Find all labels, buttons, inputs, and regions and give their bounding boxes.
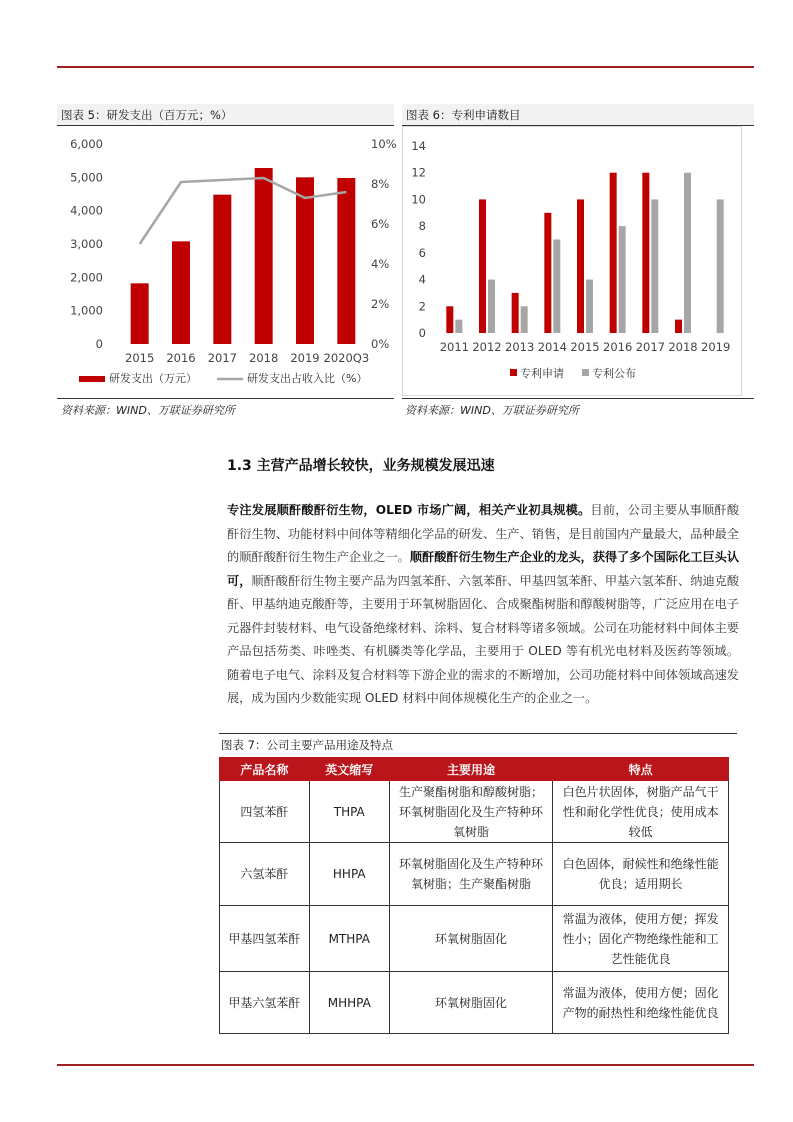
cell-feature: 常温为液体，使用方便；挥发性小；固化产物绝缘性能和工艺性能优良 — [553, 906, 729, 972]
y-axis-tick: 0 — [418, 326, 426, 340]
bar-patent-publish — [619, 226, 626, 333]
bar-rd-expense — [296, 177, 314, 344]
cell-name: 甲基六氢苯酐 — [220, 972, 310, 1034]
cell-feature: 白色固体，耐候性和绝缘性能优良；适用期长 — [553, 843, 729, 906]
cell-abbr: MHHPA — [309, 972, 389, 1034]
bar-patent-apply — [642, 173, 649, 333]
x-tick-label: 2012 — [472, 340, 502, 354]
y-axis-tick: 8 — [418, 219, 426, 234]
bar-rd-expense — [255, 168, 273, 344]
x-tick-label: 2018 — [249, 351, 279, 365]
chart6-svg — [402, 126, 754, 396]
y-axis-tick: 6 — [418, 245, 426, 260]
chart6-source: 资料来源：WIND、万联证券研究所 — [405, 404, 579, 417]
y-axis-tick: 2 — [418, 299, 426, 314]
y-axis-tick: 14 — [411, 139, 426, 153]
right-axis-tick: 4% — [371, 257, 390, 271]
bar-patent-apply — [512, 293, 519, 333]
table-row — [220, 906, 729, 972]
bar-patent-apply — [610, 173, 617, 333]
x-tick-label: 2015 — [125, 351, 155, 365]
legend-swatch-bar — [79, 376, 105, 382]
right-axis-tick: 0% — [371, 337, 390, 351]
table-caption: 图表 7：公司主要产品用途及特点 — [219, 733, 737, 755]
cell-use: 环氧树脂固化 — [389, 972, 553, 1034]
bar-rd-expense — [337, 178, 355, 344]
para-bold-2: 顺酐酸酐衍生物生产企业的龙头，获得了多个国际化工巨头认可， — [227, 550, 740, 588]
product-table — [219, 757, 729, 1034]
x-tick-label: 2020Q3 — [323, 351, 370, 365]
bar-patent-publish — [455, 320, 462, 333]
bar-patent-publish — [586, 280, 593, 333]
bar-rd-expense — [172, 241, 190, 344]
bar-patent-publish — [553, 240, 560, 334]
para-text-2: 顺酐酸酐衍生物主要产品为四氢苯酐、六氢苯酐、甲基四氢苯酐、甲基六氢苯酐、纳迪克酸酐、甲基纳迪克酸酐等，主要用于环氧树脂固化、合成聚酯树脂和醇酸树脂等，广泛应用在电子元器件封装材料、电气设备绝缘材料、涂料、复合材料等诸多领域。公司在功能材料中间体主要产品包括芴类、咔唑类、有机膦类等化学品，主要用于 OLED 等有机光电材料及医药等领域。随着电子电气、涂料及复合材料等下游企业的需求的不断增加，公司功能材料中间体领域高速发展，成为国内少数能实现 OLED 材料中间体规模化生产的企业之一。 — [227, 573, 740, 705]
legend-label-publish: 专利公布 — [592, 367, 636, 380]
para-bold-1: 专注发展顺酐酸酐衍生物，OLED 市场广阔，相关产业初具规模。 — [227, 503, 591, 517]
left-axis-tick: 5,000 — [70, 170, 103, 185]
left-axis-tick: 4,000 — [70, 203, 103, 218]
bar-patent-publish — [651, 199, 658, 333]
cell-abbr: THPA — [309, 781, 389, 843]
chart6-caption: 图表 6：专利申请数目 — [402, 104, 754, 126]
x-tick-label: 2015 — [570, 340, 600, 354]
right-axis-tick: 2% — [371, 297, 390, 311]
x-tick-label: 2017 — [207, 351, 237, 365]
left-axis-tick: 1,000 — [70, 303, 103, 318]
body-paragraph — [227, 499, 739, 711]
bar-patent-apply — [675, 320, 682, 333]
cell-name: 四氢苯酐 — [220, 781, 310, 843]
legend-swatch-apply — [510, 369, 517, 376]
bar-rd-expense — [131, 283, 149, 344]
right-axis-tick: 6% — [371, 217, 390, 231]
cell-abbr: MTHPA — [309, 906, 389, 972]
legend-swatch-publish — [582, 369, 589, 376]
x-tick-label: 2019 — [290, 351, 320, 365]
bar-rd-expense — [213, 195, 231, 344]
section-title: 1.3 主营产品增长较快，业务规模发展迅速 — [227, 458, 495, 474]
bar-patent-publish — [717, 199, 724, 333]
x-tick-label: 2013 — [505, 340, 535, 354]
y-axis-tick: 12 — [411, 165, 426, 180]
x-tick-label: 2018 — [668, 340, 698, 354]
y-axis-tick: 10 — [411, 192, 426, 207]
footer-rule — [57, 1064, 754, 1066]
para-text-1: 目前，公司主要从事顺酐酸酐衍生物、功能材料中间体等精细化学品的研发、生产、销售，是目前国内产量最大，品种最全的顺酐酸酐衍生物生产企业之一。 — [227, 503, 740, 564]
cell-use: 环氧树脂固化 — [389, 906, 553, 972]
left-axis-tick: 6,000 — [70, 137, 103, 151]
right-axis-tick: 10% — [371, 137, 397, 151]
chart5-bottom-rule — [57, 398, 394, 399]
chart6-area — [402, 126, 754, 396]
right-axis-tick: 8% — [371, 177, 390, 191]
chart5-svg — [57, 126, 397, 396]
cell-abbr: HHPA — [309, 843, 389, 906]
table-row — [220, 843, 729, 906]
x-tick-label: 2017 — [635, 340, 665, 354]
x-tick-label: 2016 — [603, 340, 633, 354]
cell-name: 六氢苯酐 — [220, 843, 310, 906]
table-header-row — [220, 758, 729, 781]
y-axis-tick: 4 — [418, 272, 426, 287]
left-axis-tick: 0 — [95, 337, 103, 351]
x-tick-label: 2011 — [439, 340, 469, 354]
cell-use: 生产聚酯树脂和醇酸树脂；环氧树脂固化及生产特种环氧树脂 — [389, 781, 553, 843]
legend-label-apply: 专利申请 — [520, 367, 564, 380]
left-axis-tick: 2,000 — [70, 270, 103, 285]
chart5-source: 资料来源：WIND、万联证券研究所 — [61, 404, 235, 417]
table-row — [220, 972, 729, 1034]
legend-label-line: 研发支出占收入比（%） — [247, 372, 368, 385]
x-tick-label: 2016 — [166, 351, 196, 365]
bar-patent-apply — [446, 306, 453, 333]
legend-label-bar: 研发支出（万元） — [109, 372, 197, 385]
cell-name: 甲基四氢苯酐 — [220, 906, 310, 972]
col-header-use: 主要用途 — [389, 758, 553, 781]
line-rd-ratio — [140, 178, 347, 244]
cell-feature: 常温为液体，使用方便；固化产物的耐热性和绝缘性能优良 — [553, 972, 729, 1034]
left-axis-tick: 3,000 — [70, 237, 103, 251]
bar-patent-publish — [684, 173, 691, 333]
bar-patent-publish — [488, 280, 495, 333]
chart5-caption: 图表 5：研发支出（百万元；%） — [57, 104, 394, 126]
col-header-abbr: 英文缩写 — [309, 758, 389, 781]
table-row — [220, 781, 729, 843]
bar-patent-apply — [577, 199, 584, 333]
bar-patent-publish — [521, 306, 528, 333]
chart6-bottom-rule — [402, 398, 754, 399]
col-header-name: 产品名称 — [220, 758, 310, 781]
x-tick-label: 2019 — [701, 340, 731, 354]
chart5-area — [57, 126, 397, 396]
col-header-feature: 特点 — [553, 758, 729, 781]
x-tick-label: 2014 — [537, 340, 567, 354]
cell-feature: 白色片状固体，树脂产品气干性和耐化学性优良；使用成本较低 — [553, 781, 729, 843]
cell-use: 环氧树脂固化及生产特种环氧树脂；生产聚酯树脂 — [389, 843, 553, 906]
bar-patent-apply — [479, 199, 486, 333]
bar-patent-apply — [544, 213, 551, 333]
header-rule — [57, 66, 754, 68]
